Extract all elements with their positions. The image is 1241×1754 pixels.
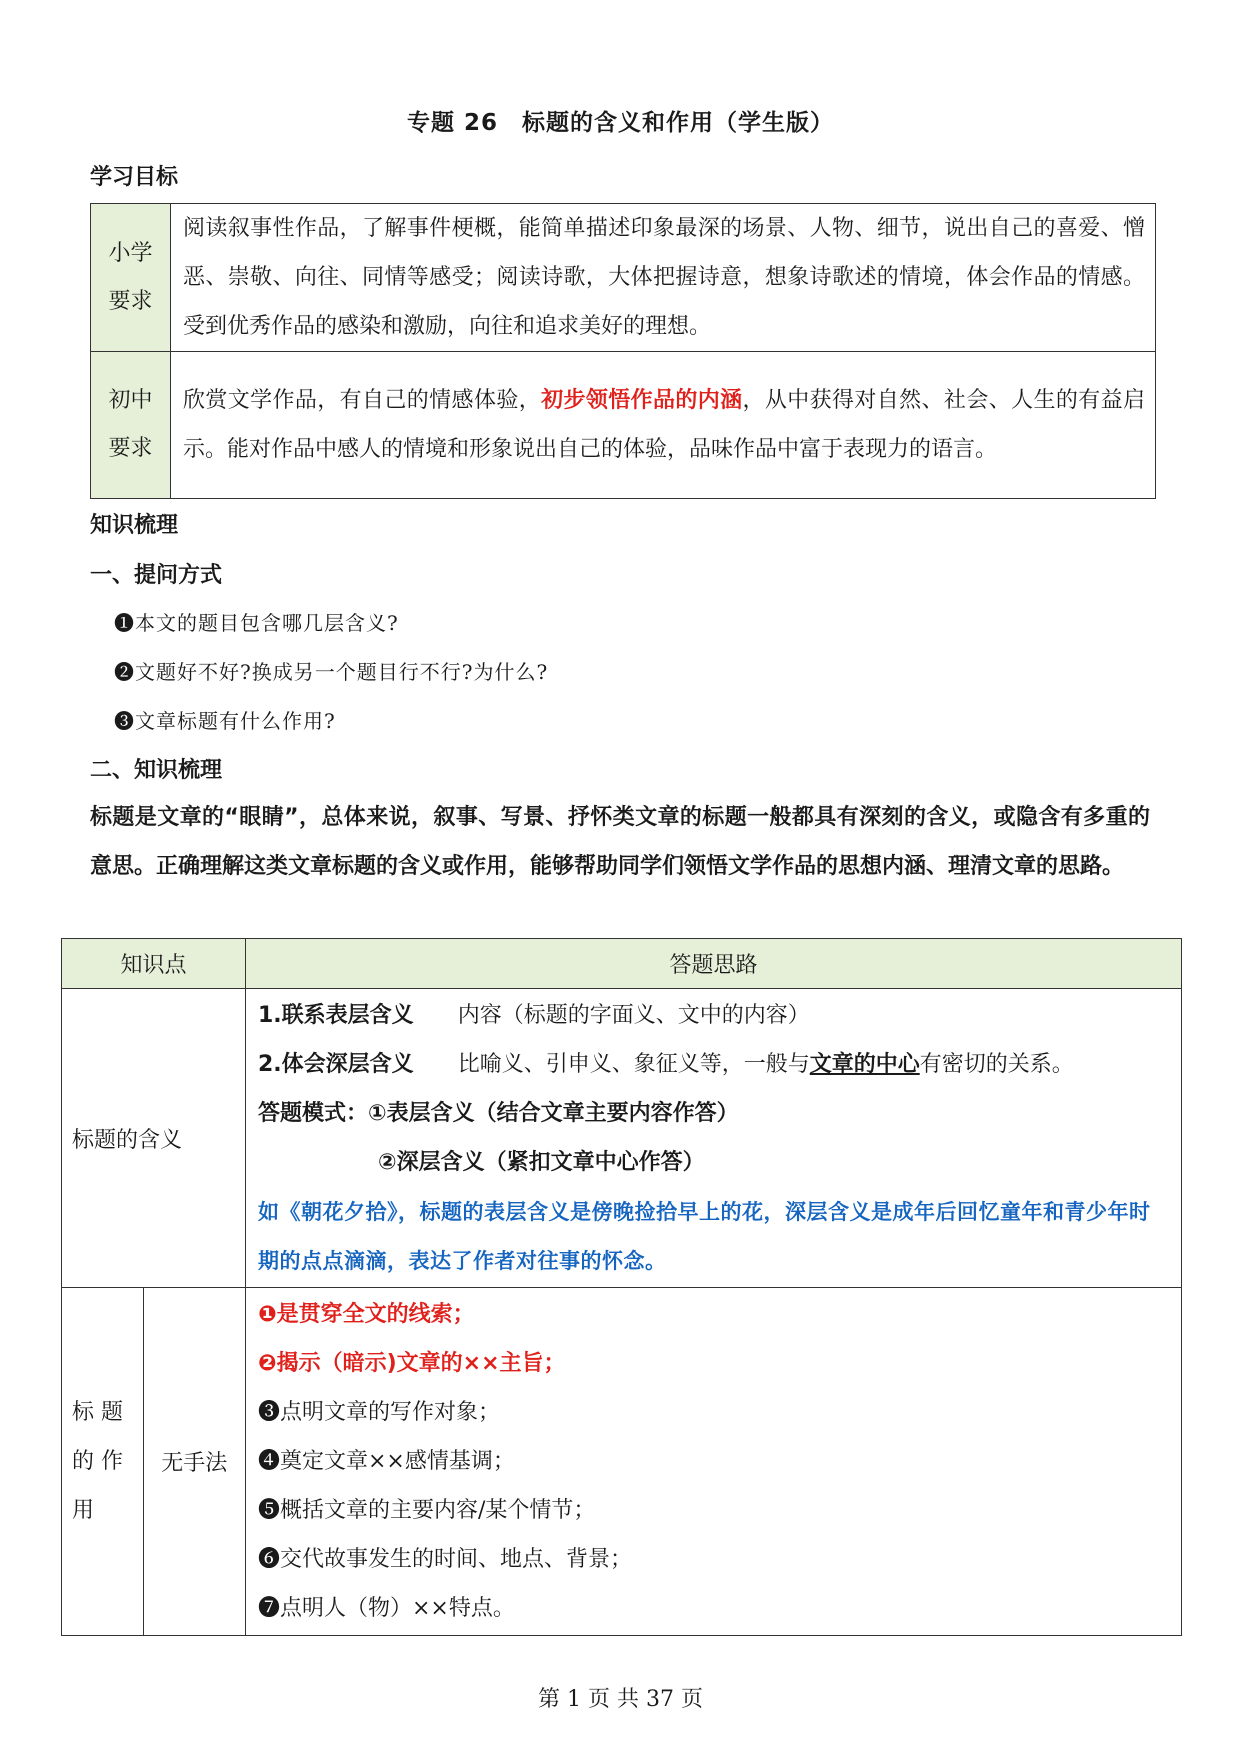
knowledge-heading: 知识梳理 — [90, 513, 179, 538]
page-title: 专题 26 标题的含义和作用（学生版） — [406, 110, 834, 136]
middle-label: 初中 要求 — [91, 352, 171, 499]
primary-label: 小学 要求 — [91, 204, 171, 352]
knowledge-table — [61, 938, 1182, 1636]
meaning-line-2-rest-b: 有密切的关系。 — [919, 1052, 1074, 1077]
section2-heading: 二、知识梳理 — [90, 758, 223, 783]
meaning-line-1-rest: 内容（标题的字面义、文中的内容） — [457, 1003, 810, 1028]
primary-text: 阅读叙事性作品，了解事件梗概，能简单描述印象最深的场景、人物、细节，说出自己的喜爱、憎恶、崇敬、向往、同情等感受；阅读诗歌，大体把握诗意，想象诗歌述的情境，体会作品的情感。受到优秀作品的感染和激励，向往和追求美好的理想。 — [171, 204, 1156, 352]
function-item-2: ❷揭示（暗示)文章的××主旨； — [258, 1351, 566, 1376]
pattern-1: ①表层含义（结合文章主要内容作答） — [368, 1101, 739, 1126]
col1-header: 知识点 — [62, 939, 246, 989]
function-label: 标 题 的 作 用 — [62, 1288, 144, 1636]
pattern-line-2 — [258, 1138, 1171, 1187]
middle-text-a: 欣赏文学作品，有自己的情感体验， — [183, 388, 542, 413]
goals-table — [90, 203, 1156, 499]
function-item-3: ❸点明文章的写作对象； — [258, 1400, 501, 1425]
section1-heading: 一、提问方式 — [90, 563, 223, 588]
pattern-line-1 — [258, 1089, 1171, 1138]
pattern-label: 答题模式： — [258, 1101, 369, 1126]
function-sublabel: 无手法 — [144, 1288, 246, 1636]
pattern-2: ②深层含义（紧扣文章中心作答） — [378, 1150, 705, 1175]
function-item-6: ❻交代故事发生的时间、地点、背景； — [258, 1547, 633, 1572]
middle-text-b: ，从中获得对自然、社会、人生的有益启示。能对作品中感人的情境和形象说出自己的体验，品味作品中富于表现力的语言。 — [183, 388, 1145, 462]
function-item-7: ❼点明人（物）××特点。 — [258, 1596, 515, 1621]
meaning-line-2-bold: 2.体会深层含义 — [258, 1052, 414, 1077]
function-item-5: ❺概括文章的主要内容/某个情节； — [258, 1498, 596, 1523]
page-footer: 第 1 页 共 37 页 — [538, 1687, 703, 1712]
intro-paragraph: 标题是文章的“眼睛”，总体来说，叙事、写景、抒怀类文章的标题一般都具有深刻的含义，或隐含有多重的意思。正确理解这类文章标题的含义或作用，能够帮助同学们领悟文学作品的思想内涵、理清文章的思路。 — [90, 805, 1150, 879]
meaning-line-2-underline: 文章的中心 — [809, 1052, 920, 1077]
function-content — [246, 1288, 1182, 1636]
meaning-example: 如《朝花夕拾》，标题的表层含义是傍晚捡拾早上的花，深层含义是成年后回忆童年和青少年时期的点点滴滴，表达了作者对往事的怀念。 — [258, 1199, 1151, 1273]
col2-header: 答题思路 — [246, 939, 1182, 989]
goals-heading: 学习目标 — [90, 165, 179, 190]
meaning-line-2-rest-a: 比喻义、引申义、象征义等，一般与 — [457, 1052, 810, 1077]
meaning-line-1-bold: 1.联系表层含义 — [258, 1003, 414, 1028]
function-item-4: ❹奠定文章××感情基调； — [258, 1449, 515, 1474]
meaning-label: 标题的含义 — [62, 989, 246, 1288]
meaning-line-2 — [258, 1040, 1171, 1089]
middle-text — [171, 352, 1156, 499]
function-item-1: ❶是贯穿全文的线索； — [258, 1302, 475, 1327]
question-3: ❸文章标题有什么作用? — [114, 709, 336, 733]
question-1: ❶本文的题目包含哪几层含义? — [114, 611, 399, 635]
middle-text-highlight: 初步领悟作品的内涵 — [541, 387, 743, 413]
meaning-line-1 — [258, 991, 1171, 1040]
question-2: ❷文题好不好?换成另一个题目行不行?为什么? — [114, 660, 549, 684]
meaning-content — [246, 989, 1182, 1288]
